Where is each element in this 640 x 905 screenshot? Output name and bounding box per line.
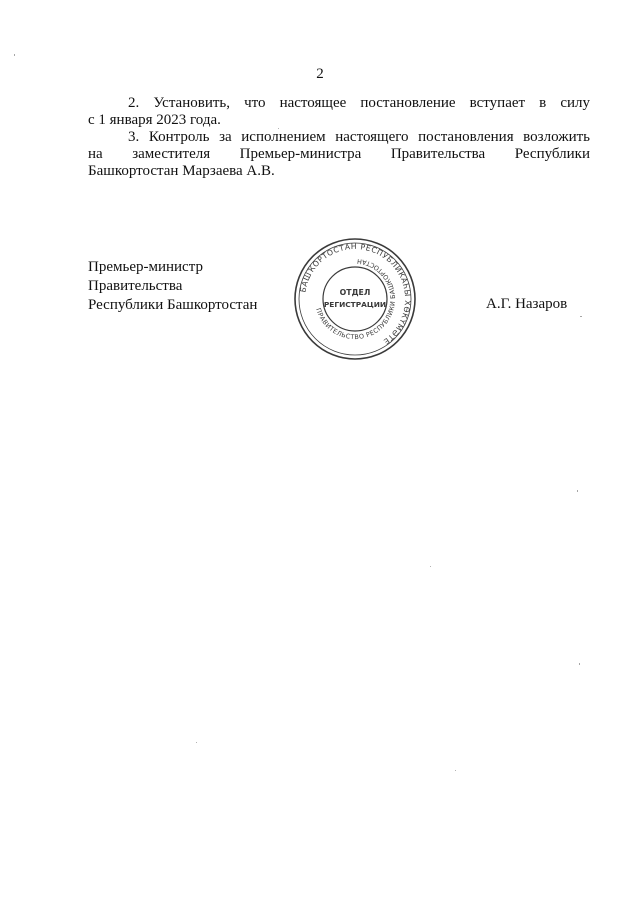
signatory-position-line-1: Премьер-министр bbox=[88, 259, 203, 275]
scan-speck bbox=[278, 128, 279, 129]
scan-speck bbox=[580, 316, 582, 317]
signatory-position-line-3: Республики Башкортостан bbox=[88, 297, 258, 313]
page-number: 2 bbox=[316, 66, 324, 82]
stamp-center-line-1: ОТДЕЛ bbox=[339, 288, 371, 297]
paragraph-2-line-2: с 1 января 2023 года. bbox=[88, 112, 221, 128]
signatory-position bbox=[88, 258, 257, 315]
scan-speck bbox=[196, 742, 197, 743]
scan-speck bbox=[579, 663, 580, 665]
scan-speck bbox=[430, 566, 431, 567]
paragraph-2 bbox=[88, 95, 590, 129]
paragraph-3-line-2: на заместителя Премьер-министра Правительства Республики bbox=[88, 146, 590, 162]
stamp-outer-text: БАШҠОРТОСТАН РЕСПУБЛИКАҺЫ ХӨКҮМӘТЕ bbox=[298, 241, 413, 347]
stamp-center-line-2: РЕГИСТРАЦИИ bbox=[323, 300, 387, 309]
scan-speck bbox=[577, 490, 578, 492]
signatory-position-line-2: Правительства bbox=[88, 278, 183, 294]
scan-speck bbox=[14, 54, 15, 56]
paragraph-3-line-3: Башкортостан Марзаева А.В. bbox=[88, 163, 275, 179]
scan-speck bbox=[455, 770, 456, 771]
document-body bbox=[88, 95, 590, 180]
signatory-name: А.Г. Назаров bbox=[486, 296, 568, 312]
stamp-inner-text: ПРАВИТЕЛЬСТВО РЕСПУБЛИКИ БАШКОРТОСТАН bbox=[314, 256, 398, 342]
paragraph-3-line-1: 3. Контроль за исполнением настоящего постановления возложить bbox=[128, 129, 590, 145]
paragraph-3 bbox=[88, 129, 590, 180]
stamp-inner-ring bbox=[323, 267, 387, 331]
registration-stamp bbox=[292, 236, 418, 362]
paragraph-2-line-1: 2. Установить, что настоящее постановление вступает в силу bbox=[128, 95, 590, 111]
